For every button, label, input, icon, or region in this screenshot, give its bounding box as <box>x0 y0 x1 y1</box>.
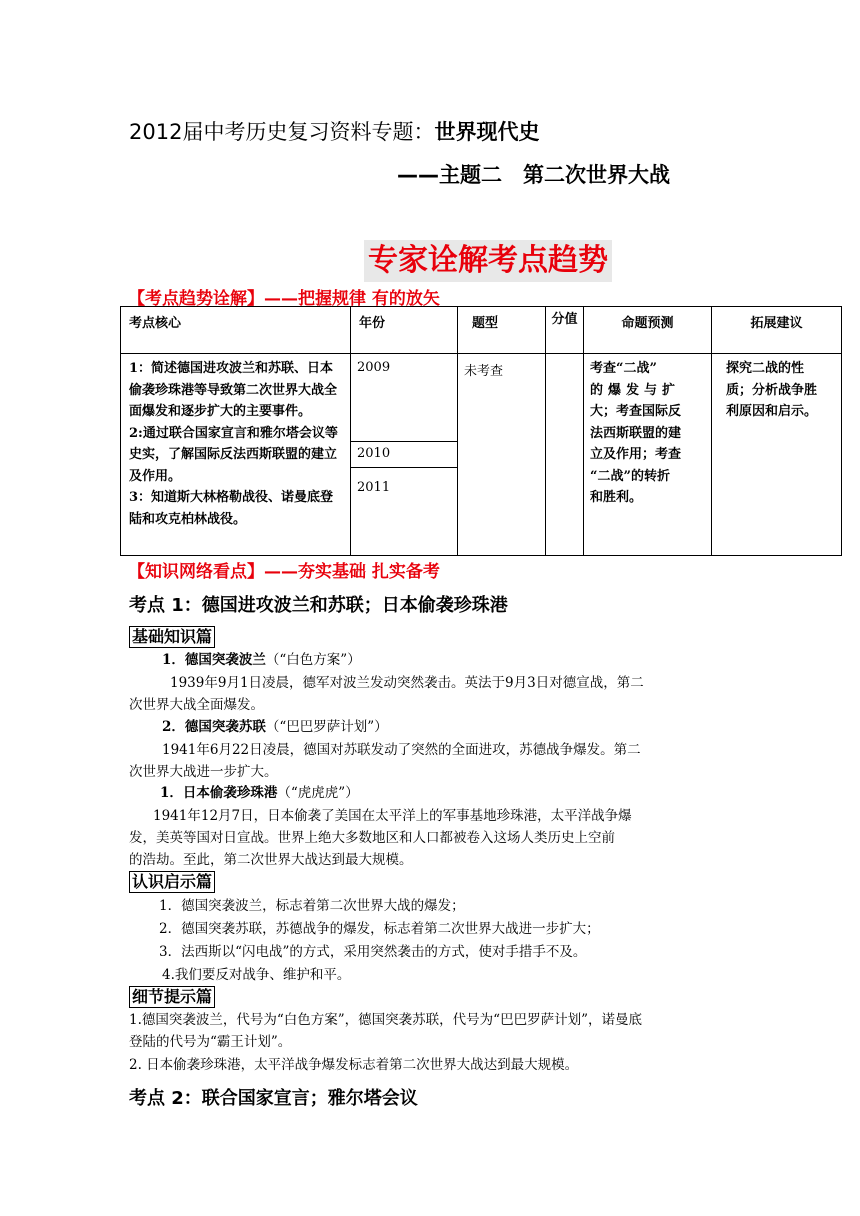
insight-2: 2．德国突袭苏联，苏德战争的爆发，标志着第二次世界大战进一步扩大； <box>159 921 600 937</box>
core-point-1: 1：简述德国进攻波兰和苏联、日本偷袭珍珠港等导致第二次世界大战全面爆发和逐步扩大的主要事件。 <box>129 361 338 419</box>
doc-subtitle: ——主题二 第二次世界大战 <box>397 163 670 187</box>
item-3-line-3: 的浩劫。至此，第二次世界大战达到最大规模。 <box>129 852 413 868</box>
header-prediction: 命题预测 <box>584 307 712 354</box>
insight-3: 3．法西斯以“闪电战”的方式，采用突然袭击的方式，使对手措手不及。 <box>159 944 587 960</box>
core-point-3: 3：知道斯大林格勒战役、诺曼底登陆和攻克柏林战役。 <box>129 490 334 527</box>
item-1-line-2: 次世界大战全面爆发。 <box>129 697 264 713</box>
section-heading-knowledge: 【知识网络看点】——夯实基础 扎实备考 <box>128 562 440 582</box>
item-1-head: 1．德国突袭波兰（“白色方案”） <box>162 652 361 668</box>
item-1-line-1: 1939年9月1日凌晨，德军对波兰发动突然袭击。英法于9月3日对德宣战，第二 <box>170 675 644 691</box>
kp2-title: 考点 2：联合国家宣言；雅尔塔会议 <box>129 1088 418 1109</box>
core-points-cell <box>121 354 351 556</box>
header-type: 题型 <box>458 307 546 354</box>
detail-1-cont: 登陆的代号为“霸王计划”。 <box>129 1034 292 1050</box>
banner-heading: 专家诠解考点趋势 <box>364 240 612 282</box>
item-3-head: 1．日本偷袭珍珠港（“虎虎虎”） <box>160 785 359 801</box>
header-core: 考点核心 <box>121 307 351 354</box>
detail-2: 2. 日本偷袭珍珠港，太平洋战争爆发标志着第二次世界大战达到最大规模。 <box>129 1057 579 1073</box>
header-score: 分值 <box>546 307 584 354</box>
detail-1: 1.德国突袭波兰，代号为“白色方案”，德国突袭苏联，代号为“巴巴罗萨计划”，诺曼底 <box>129 1012 642 1028</box>
type-cell: 未考查 <box>458 354 546 556</box>
header-year: 年份 <box>351 307 458 354</box>
prediction-cell: 考查“二战” 的爆发与扩 大；考查国际反 法西斯联盟的建 立及作用；考查 “二战”的转折 和胜利。 <box>584 354 712 556</box>
score-cell <box>546 354 584 556</box>
year-2011: 2011 <box>351 468 458 556</box>
section-heading-trend: 【考点趋势诠解】——把握规律 有的放矢 <box>128 289 440 309</box>
trend-table <box>120 306 842 556</box>
insight-4: 4.我们要反对战争、维护和平。 <box>162 967 351 983</box>
insight-label: 认识启示篇 <box>129 871 215 893</box>
item-2-head: 2．德国突袭苏联（“巴巴罗萨计划”） <box>162 719 388 735</box>
suggestion-cell: 探究二战的性 质；分析战争胜 利原因和启示。 <box>712 354 842 556</box>
item-3-line-1: 1941年12月7日，日本偷袭了美国在太平洋上的军事基地珍珠港，太平洋战争爆 <box>153 808 632 824</box>
item-2-line-2: 次世界大战进一步扩大。 <box>129 764 278 780</box>
item-3-line-2: 发，美英等国对日宣战。世界上绝大多数地区和人口都被卷入这场人类历史上空前 <box>129 830 615 846</box>
kp1-title: 考点 1：德国进攻波兰和苏联；日本偷袭珍珠港 <box>129 595 508 616</box>
item-2-line-1: 1941年6月22日凌晨，德国对苏联发动了突然的全面进攻，苏德战争爆发。第二 <box>162 742 641 758</box>
detail-label: 细节提示篇 <box>129 986 215 1008</box>
header-suggestion: 拓展建议 <box>712 307 842 354</box>
year-2009: 2009 <box>351 354 458 442</box>
core-point-2: 2:通过联合国家宣言和雅尔塔会议等史实，了解国际反法西斯联盟的建立及作用。 <box>129 425 338 484</box>
insight-1: 1．德国突袭波兰，标志着第二次世界大战的爆发； <box>159 898 465 914</box>
year-2010: 2010 <box>351 442 458 468</box>
doc-title: 2012届中考历史复习资料专题：世界现代史 <box>129 120 540 144</box>
basic-knowledge-label: 基础知识篇 <box>129 626 215 648</box>
